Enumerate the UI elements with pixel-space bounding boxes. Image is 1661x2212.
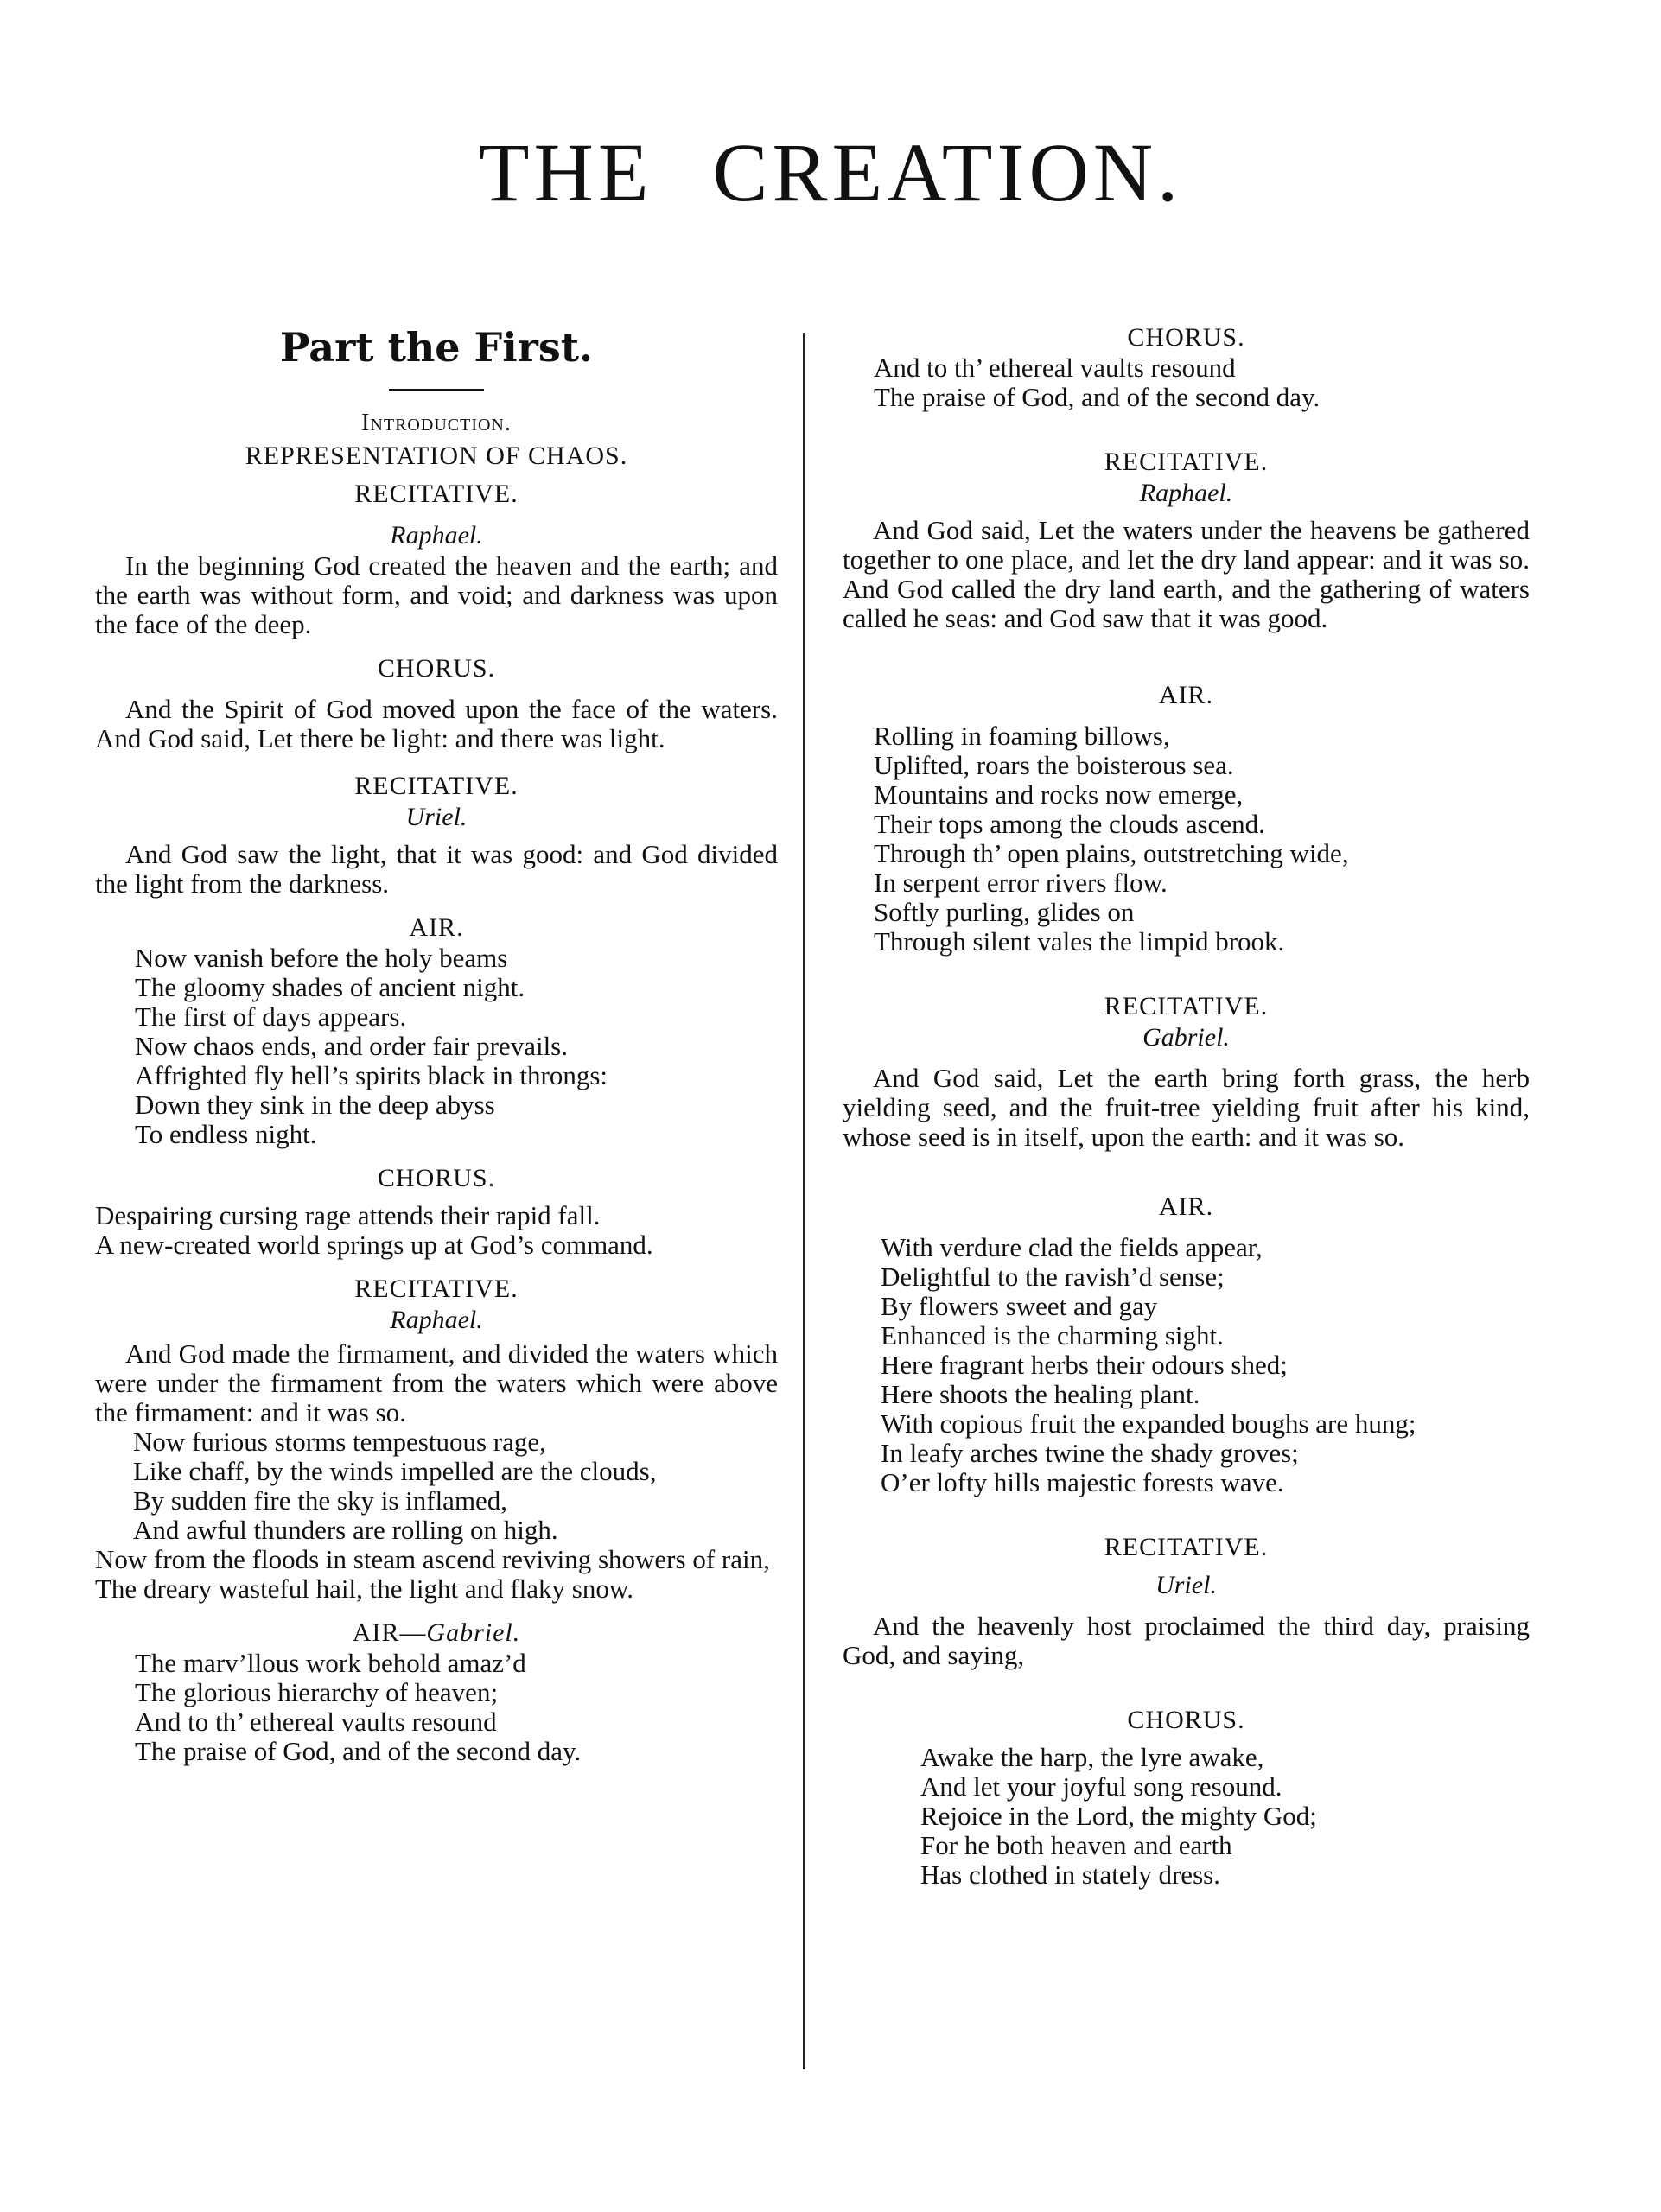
- part-title: Part the First.: [279, 324, 594, 371]
- verse-line: Through th’ open plains, outstretching wide,: [874, 838, 1349, 868]
- chorus-verse: [843, 353, 1530, 412]
- verse-line: The dreary wasteful hail, the light and flaky snow.: [95, 1573, 633, 1604]
- verse-line: The gloomy shades of ancient night.: [135, 972, 525, 1002]
- verse-line: Rejoice in the Lord, the mighty God;: [920, 1801, 1317, 1831]
- chorus-verse: [95, 1201, 778, 1260]
- speaker-name: Raphael.: [1139, 479, 1233, 507]
- speaker-name: Raphael.: [390, 1306, 483, 1334]
- air-verse: [95, 944, 778, 1149]
- recitative-heading: RECITATIVE.: [1104, 1533, 1269, 1561]
- verse-line: Softly purling, glides on: [874, 897, 1135, 927]
- verse-line: And to th’ ethereal vaults resound: [135, 1707, 497, 1737]
- introduction-heading: Introduction.: [361, 410, 512, 436]
- verse-line: For he both heaven and earth: [920, 1830, 1232, 1860]
- verse-line: The glorious hierarchy of heaven;: [135, 1677, 499, 1707]
- recitative-text: And the heavenly host proclaimed the third day, praising God, and saying,: [843, 1611, 1530, 1670]
- recitative-heading: RECITATIVE.: [354, 480, 519, 508]
- recitative-verse: [95, 1427, 778, 1545]
- column-divider: [803, 333, 805, 2069]
- recitative-text: And God made the firmament, and divided the waters which were under the firmament from the waters which were above the firmament: and it was so.: [95, 1338, 778, 1427]
- chorus-heading: CHORUS.: [1127, 1706, 1245, 1734]
- verse-line: By sudden fire the sky is inflamed,: [133, 1485, 508, 1516]
- verse-line: O’er lofty hills majestic forests wave.: [881, 1467, 1284, 1497]
- verse-line: The praise of God, and of the second day.: [135, 1736, 582, 1766]
- speaker-name: Gabriel.: [1142, 1023, 1230, 1052]
- verse-line: Like chaff, by the winds impelled are the clouds,: [133, 1456, 657, 1486]
- chorus-verse: [843, 1743, 1530, 1890]
- verse-line: Through silent vales the limpid brook.: [874, 926, 1285, 957]
- recitative-text: In the beginning God created the heaven and the earth; and the earth was without form, and void; and darkness was upon the face of the deep.: [95, 550, 778, 639]
- chorus-heading: CHORUS.: [377, 1164, 496, 1192]
- verse-line: Affrighted fly hell’s spirits black in throngs:: [135, 1060, 608, 1090]
- speaker-name: Raphael.: [390, 521, 483, 550]
- verse-line: Has clothed in stately dress.: [920, 1859, 1220, 1890]
- part-rule: [389, 389, 484, 391]
- recitative-text: And God said, Let the waters under the heavens be gathered together to one place, and let the dry land appear: and it was so. And God called the dry land earth, and the gathering of waters called he seas: and God saw that it was good.: [843, 515, 1530, 633]
- speaker-name: Uriel.: [1155, 1571, 1217, 1599]
- verse-line: Now chaos ends, and order fair prevails.: [135, 1031, 568, 1061]
- verse-line: With copious fruit the expanded boughs are hung;: [881, 1408, 1416, 1439]
- recitative-text: And God saw the light, that it was good: and God divided the light from the darkness.: [95, 839, 778, 899]
- verse-line: With verdure clad the fields appear,: [881, 1232, 1263, 1262]
- air-verse: [95, 1649, 778, 1766]
- chorus-heading: CHORUS.: [377, 654, 496, 683]
- air-heading: AIR.: [1158, 1192, 1214, 1221]
- verse-line: Their tops among the clouds ascend.: [874, 809, 1265, 839]
- recitative-outdent-verse: [95, 1545, 778, 1604]
- verse-line: Here shoots the healing plant.: [881, 1379, 1200, 1409]
- air-verse: [843, 1233, 1530, 1497]
- recitative-heading: RECITATIVE.: [354, 1274, 519, 1303]
- chorus-text: And the Spirit of God moved upon the face of the waters. And God said, Let there be light: and there was light.: [95, 694, 778, 753]
- recitative-heading: RECITATIVE.: [1104, 992, 1269, 1020]
- verse-line: In serpent error rivers flow.: [874, 868, 1168, 898]
- recitative-text: And God said, Let the earth bring forth grass, the herb yielding seed, and the fruit-tree yielding fruit after his kind, whose seed is in itself, upon the earth: and it was so.: [843, 1063, 1530, 1152]
- verse-line: The praise of God, and of the second day.: [874, 382, 1321, 412]
- verse-line: And let your joyful song resound.: [920, 1771, 1282, 1802]
- speaker-name: Uriel.: [405, 803, 468, 831]
- left-column: [95, 320, 778, 1766]
- speaker-name: Gabriel.: [426, 1618, 521, 1647]
- verse-line: Awake the harp, the lyre awake,: [920, 1742, 1264, 1772]
- verse-line: Rolling in foaming billows,: [874, 721, 1170, 751]
- recitative-heading: RECITATIVE.: [354, 772, 519, 800]
- verse-line: Uplifted, roars the boisterous sea.: [874, 750, 1234, 780]
- verse-line: And awful thunders are rolling on high.: [133, 1515, 558, 1545]
- verse-line: In leafy arches twine the shady groves;: [881, 1438, 1299, 1468]
- verse-line: Now vanish before the holy beams: [135, 943, 508, 973]
- verse-line: The first of days appears.: [135, 1001, 407, 1032]
- page-title: THE CREATION.: [478, 126, 1183, 219]
- verse-line: Mountains and rocks now emerge,: [874, 779, 1244, 810]
- air-heading: AIR.: [1158, 681, 1214, 709]
- chorus-heading: CHORUS.: [1127, 323, 1245, 352]
- verse-line: Now from the floods in steam ascend reviving showers of rain,: [95, 1544, 770, 1574]
- verse-line: Down they sink in the deep abyss: [135, 1090, 495, 1120]
- verse-line: To endless night.: [135, 1119, 317, 1149]
- air-verse: [843, 721, 1530, 957]
- verse-line: Enhanced is the charming sight.: [881, 1320, 1224, 1351]
- right-column: [843, 322, 1530, 1890]
- verse-line: A new-created world springs up at God’s command.: [95, 1230, 653, 1260]
- representation-heading: REPRESENTATION OF CHAOS.: [245, 442, 628, 470]
- verse-line: Now furious storms tempestuous rage,: [133, 1427, 546, 1457]
- recitative-heading: RECITATIVE.: [1104, 448, 1269, 476]
- verse-line: Delightful to the ravish’d sense;: [881, 1262, 1225, 1292]
- verse-line: By flowers sweet and gay: [881, 1291, 1158, 1321]
- verse-line: The marv’llous work behold amaz’d: [135, 1648, 526, 1678]
- verse-line: Despairing cursing rage attends their rapid fall.: [95, 1200, 601, 1230]
- air-heading: AIR.: [409, 913, 464, 942]
- verse-line: Here fragrant herbs their odours shed;: [881, 1350, 1288, 1380]
- air-label: AIR—: [352, 1618, 427, 1647]
- verse-line: And to th’ ethereal vaults resound: [874, 353, 1236, 383]
- air-heading: [95, 1618, 778, 1649]
